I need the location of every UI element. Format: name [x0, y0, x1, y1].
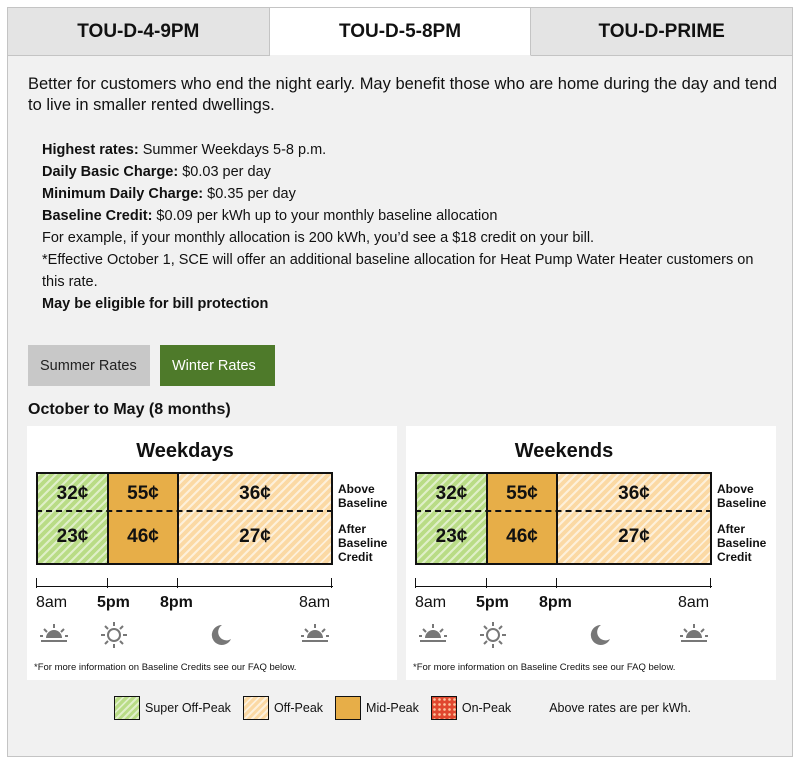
daily-basic-charge-line [42, 161, 762, 183]
time-label-5pm: 5pm [476, 594, 509, 611]
sunrise-icon [301, 622, 329, 648]
sun-icon [479, 622, 507, 648]
moon-icon [584, 622, 612, 648]
rate-after-baseline: 23¢ [56, 526, 89, 547]
off-peak-swatch [243, 696, 269, 720]
weekdays-rate-grid [36, 472, 333, 565]
mid-peak-swatch [335, 696, 361, 720]
weekends-rate-grid [415, 472, 712, 565]
time-axis [36, 578, 333, 588]
axis-line [415, 586, 712, 587]
baseline-credit-label: Baseline Credit: [42, 208, 153, 224]
time-label-8am-end: 8am [299, 594, 331, 611]
daily-basic-charge-label: Daily Basic Charge: [42, 164, 179, 180]
rate-plan-card [7, 7, 793, 757]
axis-tick [710, 578, 711, 588]
minimum-daily-charge-label: Minimum Daily Charge: [42, 186, 204, 202]
plan-tabs [8, 8, 792, 56]
legend-off-peak [243, 696, 323, 720]
highest-rates-label: Highest rates: [42, 142, 139, 158]
rate-above-baseline: 32¢ [435, 483, 468, 504]
off-peak-cell [179, 474, 331, 563]
time-label-8pm: 8pm [539, 594, 572, 611]
weekdays-title: Weekdays [136, 440, 234, 462]
axis-tick [36, 578, 37, 588]
above-baseline-label: Above Baseline [338, 482, 388, 510]
winter-rates-button[interactable]: Winter Rates [160, 345, 275, 386]
mid-peak-cell [488, 474, 558, 563]
super-off-peak-swatch [114, 696, 140, 720]
baseline-faq-note: *For more information on Baseline Credits see our FAQ below. [413, 662, 676, 673]
rate-after-baseline: 23¢ [435, 526, 468, 547]
summer-rates-button[interactable]: Summer Rates [28, 345, 150, 386]
after-baseline-label: After Baseline Credit [717, 522, 767, 564]
tab-tou-d-4-9pm[interactable]: TOU-D-4-9PM [8, 8, 270, 56]
plan-description: Better for customers who end the night early. May benefit those who are home during the day and tend to live in smaller rented dwellings. [28, 75, 778, 114]
moon-icon [205, 622, 233, 648]
bill-protection: May be eligible for bill protection [42, 296, 269, 312]
axis-tick [331, 578, 332, 588]
legend-on-peak [431, 696, 511, 720]
off-peak-cell [558, 474, 710, 563]
weekends-title: Weekends [514, 440, 614, 462]
super-off-peak-cell [417, 474, 488, 563]
weekends-panel [406, 426, 776, 680]
minimum-daily-charge-line [42, 183, 762, 205]
legend-label: Mid-Peak [366, 701, 419, 715]
axis-tick [177, 578, 178, 588]
plan-details [42, 139, 762, 315]
rate-above-baseline: 36¢ [239, 483, 271, 504]
sunrise-icon [40, 622, 68, 648]
super-off-peak-cell [38, 474, 109, 563]
after-baseline-label: After Baseline Credit [338, 522, 388, 564]
season-period: October to May (8 months) [28, 401, 231, 418]
rate-above-baseline: 55¢ [127, 483, 159, 504]
legend-super-off-peak [114, 696, 231, 720]
baseline-faq-note: *For more information on Baseline Credits see our FAQ below. [34, 662, 297, 673]
axis-line [36, 586, 333, 587]
time-label-5pm: 5pm [97, 594, 130, 611]
season-toggle [28, 345, 275, 386]
rate-after-baseline: 46¢ [506, 526, 538, 547]
sunrise-icon [419, 622, 447, 648]
axis-tick [415, 578, 416, 588]
rate-above-baseline: 32¢ [56, 483, 89, 504]
minimum-daily-charge-value: $0.35 per day [203, 186, 296, 202]
mid-peak-cell [109, 474, 179, 563]
baseline-divider [415, 510, 712, 512]
axis-tick [486, 578, 487, 588]
rate-legend [114, 696, 691, 720]
highest-rates-line [42, 139, 762, 161]
baseline-credit-value: $0.09 per kWh up to your monthly baseline allocation [152, 208, 498, 224]
tab-tou-d-5-8pm[interactable]: TOU-D-5-8PM [270, 8, 532, 56]
axis-tick [556, 578, 557, 588]
weekdays-panel [27, 426, 397, 680]
time-label-8pm: 8pm [160, 594, 193, 611]
time-label-8am: 8am [36, 594, 68, 611]
legend-label: Off-Peak [273, 701, 324, 715]
time-label-8am-end: 8am [678, 594, 710, 611]
legend-label: Super Off-Peak [145, 701, 231, 715]
baseline-credit-line [42, 205, 762, 227]
rates-unit-note: Above rates are per kWh. [549, 701, 691, 715]
sun-icon [100, 622, 128, 648]
effective-note: *Effective October 1, SCE will offer an additional baseline allocation for Heat Pump Water Heater customers on this rate. [42, 252, 754, 290]
rate-after-baseline: 27¢ [618, 526, 650, 547]
axis-tick [107, 578, 108, 588]
above-baseline-label: Above Baseline [717, 482, 767, 510]
baseline-example: For example, if your monthly allocation is 200 kWh, you’d see a $18 credit on your bill. [42, 230, 595, 246]
highest-rates-value: Summer Weekdays 5-8 p.m. [138, 142, 327, 158]
sunrise-icon [680, 622, 708, 648]
rate-above-baseline: 55¢ [506, 483, 538, 504]
time-axis [415, 578, 712, 588]
daily-basic-charge-value: $0.03 per day [178, 164, 271, 180]
legend-label: On-Peak [461, 701, 512, 715]
rate-after-baseline: 46¢ [127, 526, 159, 547]
baseline-divider [36, 510, 333, 512]
tab-tou-d-prime[interactable]: TOU-D-PRIME [531, 8, 792, 56]
rate-after-baseline: 27¢ [239, 526, 271, 547]
rate-above-baseline: 36¢ [618, 483, 650, 504]
on-peak-swatch [431, 696, 457, 720]
time-label-8am: 8am [415, 594, 447, 611]
legend-mid-peak [335, 696, 419, 720]
